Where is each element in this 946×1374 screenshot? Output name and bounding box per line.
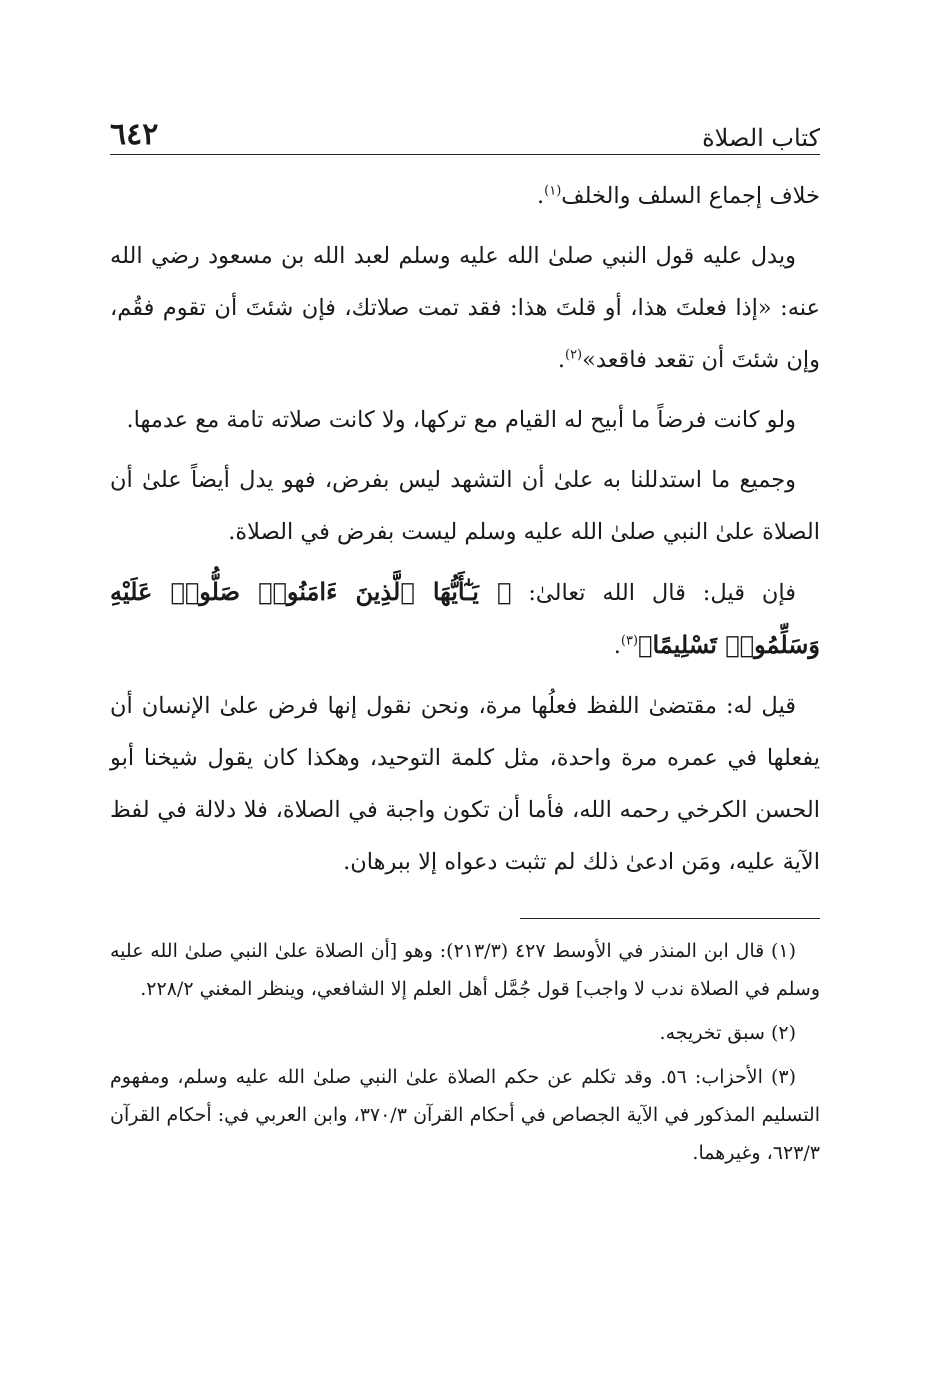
paragraph-2-end: .: [557, 347, 565, 373]
footnote-ref-3: (٣): [620, 633, 639, 649]
paragraph-5-intro: فإن قيل: قال الله تعالىٰ:: [511, 580, 796, 606]
footnote-ref-1: (١): [544, 183, 562, 199]
paragraph-1-end: .: [536, 183, 545, 209]
footnote-divider: [520, 918, 820, 919]
page-header: [110, 108, 820, 155]
paragraph-5: [110, 566, 820, 672]
book-page: [110, 0, 820, 1374]
main-text: [110, 170, 820, 896]
footnote-3: (٣) الأحزاب: ٥٦. وقد تكلم عن حكم الصلاة علىٰ النبي صلىٰ الله عليه وسلم، ومفهوم التسليم المذكور في الآية الجصاص في أحكام القرآن ٣٧٠/٣، وابن العربي في: أحكام القرآن ٦٢٣/٣، وغيرهما.: [110, 1066, 820, 1164]
footnote-1: (١) قال ابن المنذر في الأوسط ٤٢٧ (٢١٣/٣): وهو [أن الصلاة علىٰ النبي صلىٰ الله عليه وسلم في الصلاة ندب لا واجب] قول جُمَّل أهل العلم إلا الشافعي، وينظر المغني ٢٢٨/٢.: [110, 940, 820, 1000]
paragraph-3: ولو كانت فرضاً ما أبيح له القيام مع تركها، ولا كانت صلاته تامة مع عدمها.: [126, 407, 796, 433]
page-number: ٦٤٢: [110, 117, 159, 152]
paragraph-1: [110, 170, 820, 222]
paragraph-6: قيل له: مقتضىٰ اللفظ فعلُها مرة، ونحن نقول إنها فرض علىٰ الإنسان أن يفعلها في عمره مرة واحدة، مثل كلمة التوحيد، وهكذا كان يقول شيخنا أبو الحسن الكرخي رحمه الله، فأما أن تكون واجبة في الصلاة، فلا دلالة في لفظ الآية عليه، ومَن ادعىٰ ذلك لم تثبت دعواه إلا ببرهان.: [110, 693, 820, 875]
paragraph-4: وجميع ما استدللنا به علىٰ أن التشهد ليس بفرض، فهو يدل أيضاً علىٰ أن الصلاة علىٰ النبي صلىٰ الله عليه وسلم ليست بفرض في الصلاة.: [110, 467, 820, 545]
paragraph-1-text: خلاف إجماع السلف والخلف: [561, 183, 820, 209]
paragraph-2: [110, 230, 820, 386]
footnote-ref-2: (٢): [564, 347, 583, 363]
paragraph-5-end: .: [613, 633, 621, 659]
quran-verse: ﴿ يَـٰٓأَيُّهَا ٱلَّذِينَ ءَامَنُوا۟ صَلُّوا۟ عَلَيْهِ وَسَلِّمُوا۟ تَسْلِيمًا﴾: [110, 577, 820, 659]
running-title: كتاب الصلاة: [702, 124, 820, 152]
footnotes: [110, 932, 820, 1178]
footnote-2: (٢) سبق تخريجه.: [659, 1022, 796, 1044]
paragraph-2-text: ويدل عليه قول النبي صلىٰ الله عليه وسلم لعبد الله بن مسعود رضي الله عنه: «إذا فعلتَ هذا، أو قلتَ هذا: فقد تمت صلاتك، فإن شئتَ أن تقوم فقُم، وإن شئتَ أن تقعد فاقعد»: [110, 243, 820, 373]
